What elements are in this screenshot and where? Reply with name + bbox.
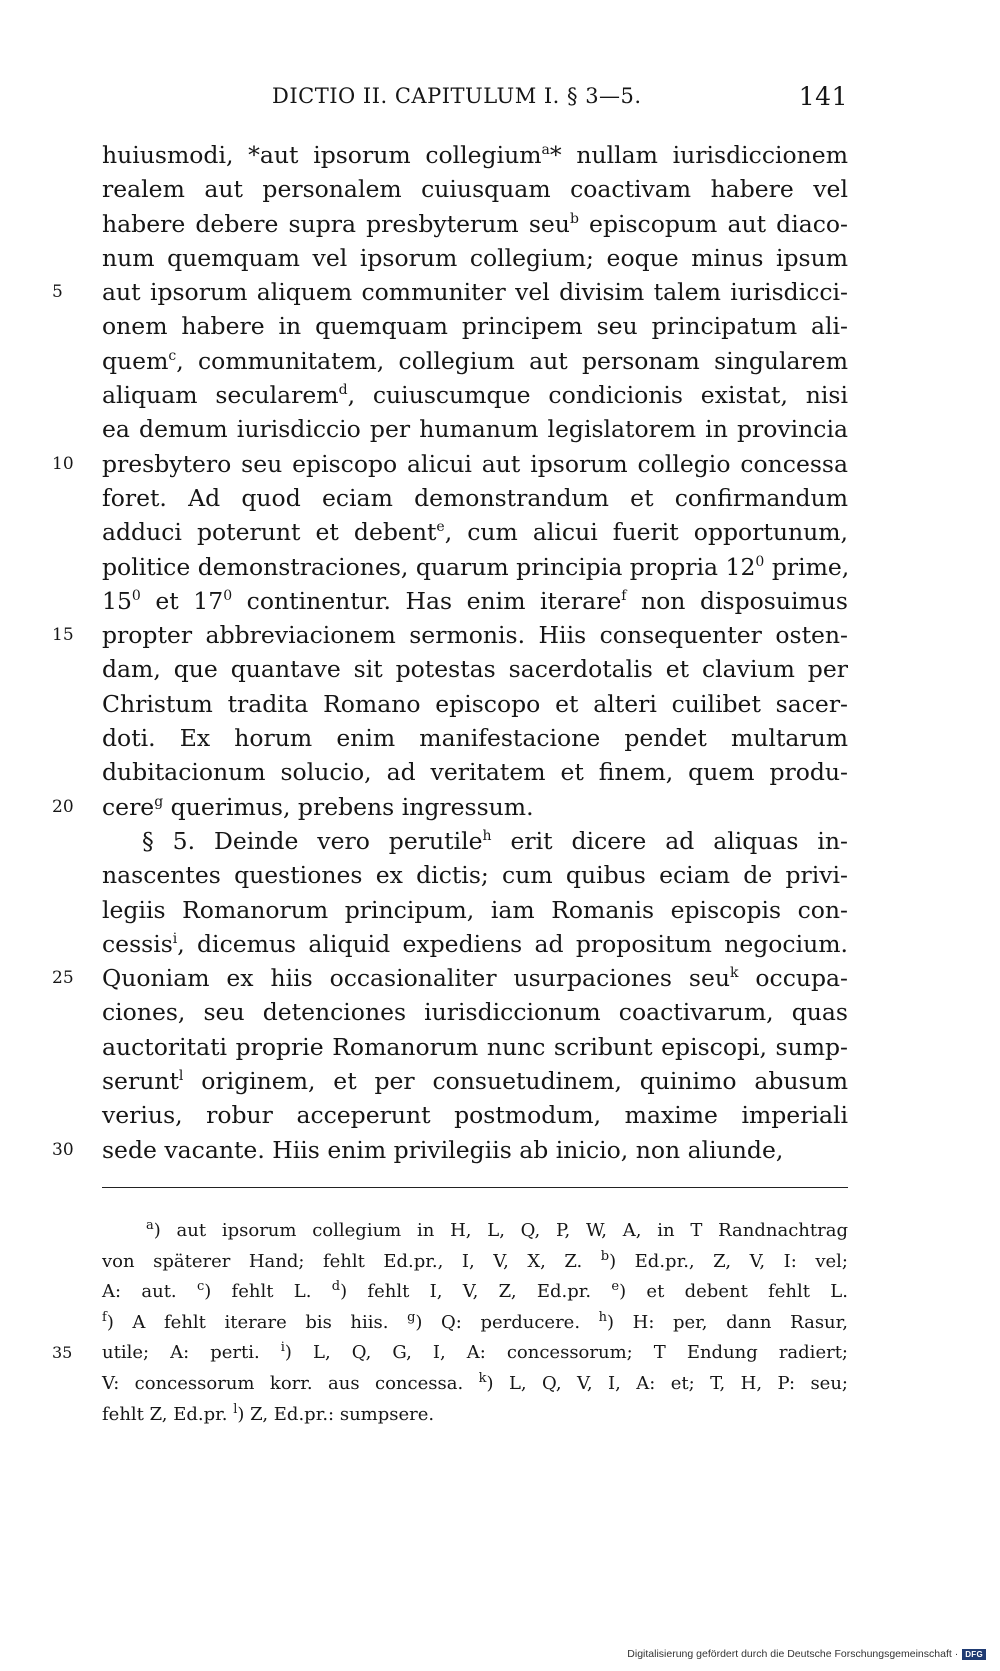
text-line bbox=[102, 207, 848, 241]
dfg-logo: DFG bbox=[962, 1649, 986, 1660]
page-number: 141 bbox=[798, 82, 848, 111]
footnote-rule bbox=[102, 1187, 848, 1188]
text-line bbox=[102, 755, 848, 789]
footnotes bbox=[52, 1216, 848, 1430]
text-line bbox=[102, 584, 848, 618]
line-text: $^f$) A fehlt iterare bis hiis. $^g$) Q: perducere. $^h$) H: per, dann Rasur, bbox=[102, 1309, 848, 1333]
line-text: Quoniam ex hiis occasionaliter usurpaciones seu$^k$ occupa- bbox=[102, 964, 848, 993]
line-number: 30 bbox=[52, 1139, 74, 1160]
line-text: doti. Ex horum enim manifestacione pendet multarum bbox=[102, 724, 848, 753]
line-number: 25 bbox=[52, 968, 74, 989]
footnote-line bbox=[102, 1400, 848, 1431]
line-text: habere debere supra presbyterum seu$^b$ episcopum aut diaco- bbox=[102, 209, 848, 238]
line-text: aliquam secularem$^d$, cuiuscumque condicionis existat, nisi bbox=[102, 381, 848, 410]
digitization-credit bbox=[627, 1648, 986, 1660]
credit-text: Digitalisierung gefördert durch die Deutsche Forschungsgemeinschaft · bbox=[627, 1648, 959, 1660]
footnote-line bbox=[102, 1216, 848, 1247]
text-line bbox=[102, 412, 848, 446]
text-line bbox=[102, 550, 848, 584]
line-text: A: aut. $^c$) fehlt L. $^d$) fehlt I, V, Z, Ed.pr. $^e$) et debent fehlt L. bbox=[102, 1279, 848, 1303]
line-text: utile; A: perti. $^i$) L, Q, G, I, A: concessorum; T Endung radiert; bbox=[102, 1340, 848, 1364]
line-number: 5 bbox=[52, 282, 63, 303]
line-text: $^a$) aut ipsorum collegium in H, L, Q, P, W, A, in T Randnachtrag bbox=[146, 1218, 848, 1241]
line-text: § 5. Deinde vero perutile$^h$ erit dicere ad aliquas in- bbox=[142, 826, 849, 855]
line-text: auctoritati proprie Romanorum nunc scribunt episcopi, sump- bbox=[102, 1032, 848, 1061]
text-line bbox=[102, 1064, 848, 1098]
footnote-line bbox=[102, 1277, 848, 1308]
footnote-marker: i bbox=[280, 1340, 285, 1356]
text-line bbox=[102, 481, 848, 515]
footnote-marker: a bbox=[541, 142, 550, 158]
line-number: 10 bbox=[52, 453, 74, 474]
footnote-marker: 0 bbox=[131, 587, 141, 604]
running-head: DICTIO II. CAPITULUM I. § 3—5. bbox=[272, 84, 642, 108]
line-text: serunt$^l$ originem, et per consuetudinem, quinimo abusum bbox=[102, 1067, 848, 1096]
line-text: von späterer Hand; fehlt Ed.pr., I, V, X, Z. $^b$) Ed.pr., Z, V, I: vel; bbox=[102, 1248, 848, 1272]
footnote-marker: k bbox=[478, 1370, 487, 1386]
line-text: realem aut personalem cuiusquam coactivam habere vel bbox=[102, 175, 848, 204]
footnote-marker: i bbox=[172, 930, 178, 947]
text-line bbox=[102, 721, 848, 755]
line-text: fehlt Z, Ed.pr. $^l$) Z, Ed.pr.: sumpsere. bbox=[102, 1401, 435, 1425]
footnote-marker: g bbox=[154, 793, 164, 810]
footnote-marker: h bbox=[482, 827, 492, 844]
line-text: verius, robur acceperunt postmodum, maxime imperiali bbox=[102, 1101, 848, 1130]
footnote-marker: k bbox=[730, 965, 739, 982]
text-line bbox=[102, 378, 848, 412]
text-line bbox=[102, 344, 848, 378]
footnote-marker: d bbox=[331, 1279, 341, 1295]
line-text: sede vacante. Hiis enim privilegiis ab inicio, non aliunde, bbox=[102, 1135, 784, 1164]
line-text: $15^0$ et $17^0$ continentur. Has enim iterare$^f$ non disposuimus bbox=[102, 586, 848, 615]
line-text: Christum tradita Romano episcopo et alteri cuilibet sacer- bbox=[102, 689, 848, 718]
line-text: cessis$^i$, dicemus aliquid expediens ad propositum negocium. bbox=[102, 929, 848, 958]
text-line bbox=[102, 309, 848, 343]
line-text: ea demum iurisdiccio per humanum legislatorem in provincia bbox=[102, 415, 848, 444]
text-line bbox=[52, 618, 848, 652]
line-text: quem$^c$, communitatem, collegium aut personam singularem bbox=[102, 346, 848, 375]
main-text bbox=[52, 138, 850, 1167]
text-line bbox=[102, 1030, 848, 1064]
line-text: onem habere in quemquam principem seu principatum ali- bbox=[102, 312, 848, 341]
line-text: ciones, seu detenciones iurisdiccionum coactivarum, quas bbox=[102, 998, 848, 1027]
footnote-marker: f bbox=[621, 587, 627, 604]
line-text: legiis Romanorum principum, iam Romanis episcopis con- bbox=[102, 895, 848, 924]
text-line bbox=[52, 790, 848, 824]
text-line bbox=[102, 138, 848, 172]
line-number: 35 bbox=[52, 1343, 73, 1363]
footnote-marker: 0 bbox=[755, 553, 765, 570]
footnote-marker: c bbox=[196, 1279, 205, 1295]
text-line bbox=[102, 652, 848, 686]
line-text: propter abbreviacionem sermonis. Hiis consequenter osten- bbox=[102, 621, 848, 650]
footnote-line bbox=[102, 1369, 848, 1400]
footnote-line bbox=[102, 1247, 848, 1278]
line-text: aut ipsorum aliquem communiter vel divisim talem iurisdicci- bbox=[102, 278, 848, 307]
text-line bbox=[52, 447, 848, 481]
text-line bbox=[102, 515, 848, 549]
footnote-marker: l bbox=[178, 1068, 184, 1085]
line-text: adduci poterunt et debent$^e$, cum alicui fuerit opportunum, bbox=[102, 518, 849, 547]
text-line bbox=[52, 961, 848, 995]
line-text: nascentes questiones ex dictis; cum quibus eciam de privi- bbox=[102, 861, 848, 890]
footnote-marker: d bbox=[338, 382, 348, 399]
text-line bbox=[102, 824, 848, 858]
line-text: dam, que quantave sit potestas sacerdotalis et clavium per bbox=[102, 655, 848, 684]
text-line bbox=[102, 241, 848, 275]
text-line bbox=[102, 687, 848, 721]
footnote-marker: g bbox=[407, 1309, 416, 1325]
text-line bbox=[102, 995, 848, 1029]
footnote-marker: a bbox=[146, 1218, 154, 1233]
text-line bbox=[102, 893, 848, 927]
text-line bbox=[102, 927, 848, 961]
footnote-marker: h bbox=[598, 1309, 608, 1325]
text-line bbox=[102, 1098, 848, 1132]
line-text: foret. Ad quod eciam demonstrandum et confirmandum bbox=[102, 483, 848, 512]
footnote-marker: b bbox=[569, 210, 579, 227]
footnote-marker: e bbox=[436, 519, 445, 536]
footnote-marker: l bbox=[233, 1401, 238, 1417]
text-line bbox=[102, 858, 848, 892]
line-number: 15 bbox=[52, 625, 74, 646]
footnote-marker: 0 bbox=[223, 587, 233, 604]
line-text: politice demonstraciones, quarum principia propria $12^0$ prime, bbox=[102, 552, 850, 581]
footnote-line bbox=[52, 1338, 848, 1369]
footnote-line bbox=[102, 1308, 848, 1339]
page-header bbox=[272, 78, 848, 118]
line-text: cere$^g$ querimus, prebens ingressum. bbox=[102, 792, 534, 821]
line-text: huiusmodi, *aut ipsorum collegium$^a$* nullam iurisdiccionem bbox=[102, 141, 848, 169]
line-text: num quemquam vel ipsorum collegium; eoque minus ipsum bbox=[102, 243, 848, 272]
text-line bbox=[52, 275, 848, 309]
line-text: dubitacionum solucio, ad veritatem et finem, quem produ- bbox=[102, 758, 848, 787]
line-number: 20 bbox=[52, 796, 74, 817]
footnote-marker: f bbox=[102, 1309, 107, 1325]
footnote-marker: e bbox=[611, 1279, 620, 1295]
footnote-marker: b bbox=[600, 1248, 610, 1264]
line-text: presbytero seu episcopo alicui aut ipsorum collegio concessa bbox=[102, 449, 848, 478]
text-line bbox=[52, 1133, 848, 1167]
text-line bbox=[102, 172, 848, 206]
line-text: V: concessorum korr. aus concessa. $^k$) L, Q, V, I, A: et; T, H, P: seu; bbox=[102, 1370, 848, 1394]
footnote-marker: c bbox=[168, 347, 177, 364]
